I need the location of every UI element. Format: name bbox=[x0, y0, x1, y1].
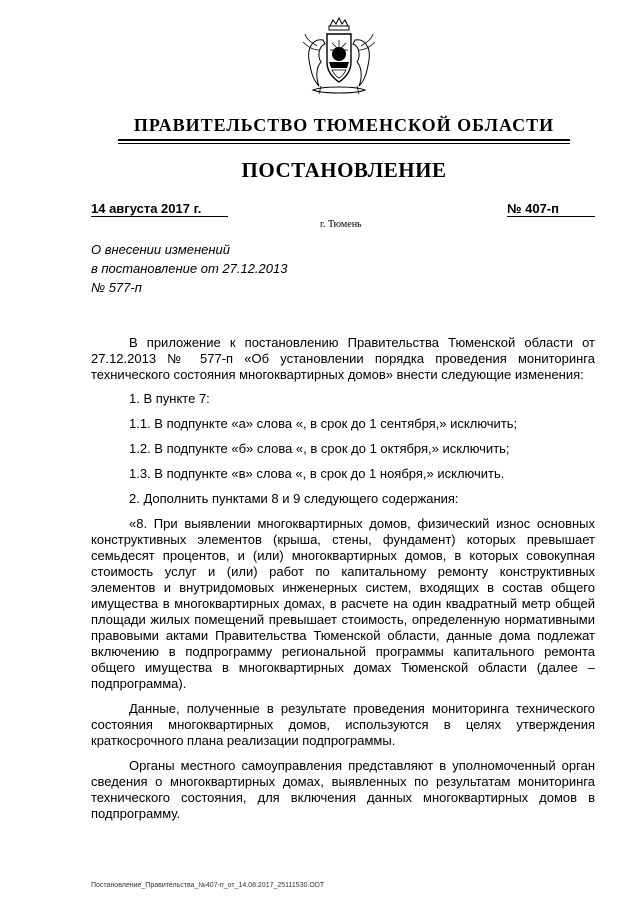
document-number: № 407-п bbox=[507, 201, 559, 216]
document-type-title: ПОСТАНОВЛЕНИЕ bbox=[241, 158, 447, 182]
header-rule-thick bbox=[118, 139, 570, 141]
date-underline bbox=[91, 216, 228, 217]
paragraph-clause-8: «8. При выявлении многоквартирных домов, физический износ основных конструктивных элементов (крыша, стены, фундамент) которых превышает семьдесят процентов, и (или) многоквартирных домов, в которых совокупная стоимость услуг и (или) работ по капитальному ремонту конструктивных элементов и внутридомовых инженерных систем, входящих в состав общего имущества в многоквартирных домах, в расчете на один квадратный метр общей площади жилых помещений превышает стоимость, определенную нормативными правовыми актами Правительства Тюменской области, данные дома подлежат включению в подпрограмму региональной программы капитального ремонта общего имущества в многоквартирных домах Тюменской области (далее – подпрограмма). bbox=[91, 516, 595, 691]
paragraph-item-1-3: 1.3. В подпункте «в» слова «, в срок до 1 ноября,» исключить. bbox=[129, 466, 505, 481]
paragraph-intro: В приложение к постановлению Правительства Тюменской области от 27.12.2013 № 577-п «Об установлении порядка проведения мониторинга технического состояния многоквартирных домов» внести следующие изменения: bbox=[91, 335, 595, 382]
subject-line: в постановление от 27.12.2013 bbox=[91, 261, 288, 276]
paragraph-monitoring-data: Данные, полученные в результате проведения мониторинга технического состояния многоквартирных домов, используются в целях утверждения краткосрочного плана реализации подпрограммы. bbox=[91, 701, 595, 748]
header-rule-thin bbox=[118, 143, 570, 144]
number-underline bbox=[507, 216, 595, 217]
coat-of-arms-icon bbox=[299, 16, 379, 100]
footer-filename: Постановление_Правительства_№407-п_от_14.08.2017_25111530.ODT bbox=[91, 882, 325, 889]
paragraph-item-2: 2. Дополнить пунктами 8 и 9 следующего содержания: bbox=[129, 491, 459, 506]
paragraph-item-1-2: 1.2. В подпункте «б» слова «, в срок до 1 октября,» исключить; bbox=[129, 441, 510, 456]
document-date: 14 августа 2017 г. bbox=[91, 201, 202, 216]
paragraph-item-1-1: 1.1. В подпункте «а» слова «, в срок до 1 сентября,» исключить; bbox=[129, 416, 518, 431]
paragraph-item-1: 1. В пункте 7: bbox=[129, 391, 210, 406]
subject-line: № 577-п bbox=[91, 280, 142, 295]
subject-line: О внесении изменений bbox=[91, 242, 230, 257]
organization-title: ПРАВИТЕЛЬСТВО ТЮМЕНСКОЙ ОБЛАСТИ bbox=[133, 115, 555, 135]
document-body bbox=[91, 335, 595, 822]
paragraph-local-authorities: Органы местного самоуправления представляют в уполномоченный орган сведения о многоквартирных домах, выявленных по результатам мониторинга технического состояния, для включения данных многоквартирных домов в подпрограмму. bbox=[91, 758, 595, 821]
document-city: г. Тюмень bbox=[320, 219, 362, 230]
document-subject bbox=[91, 240, 351, 297]
